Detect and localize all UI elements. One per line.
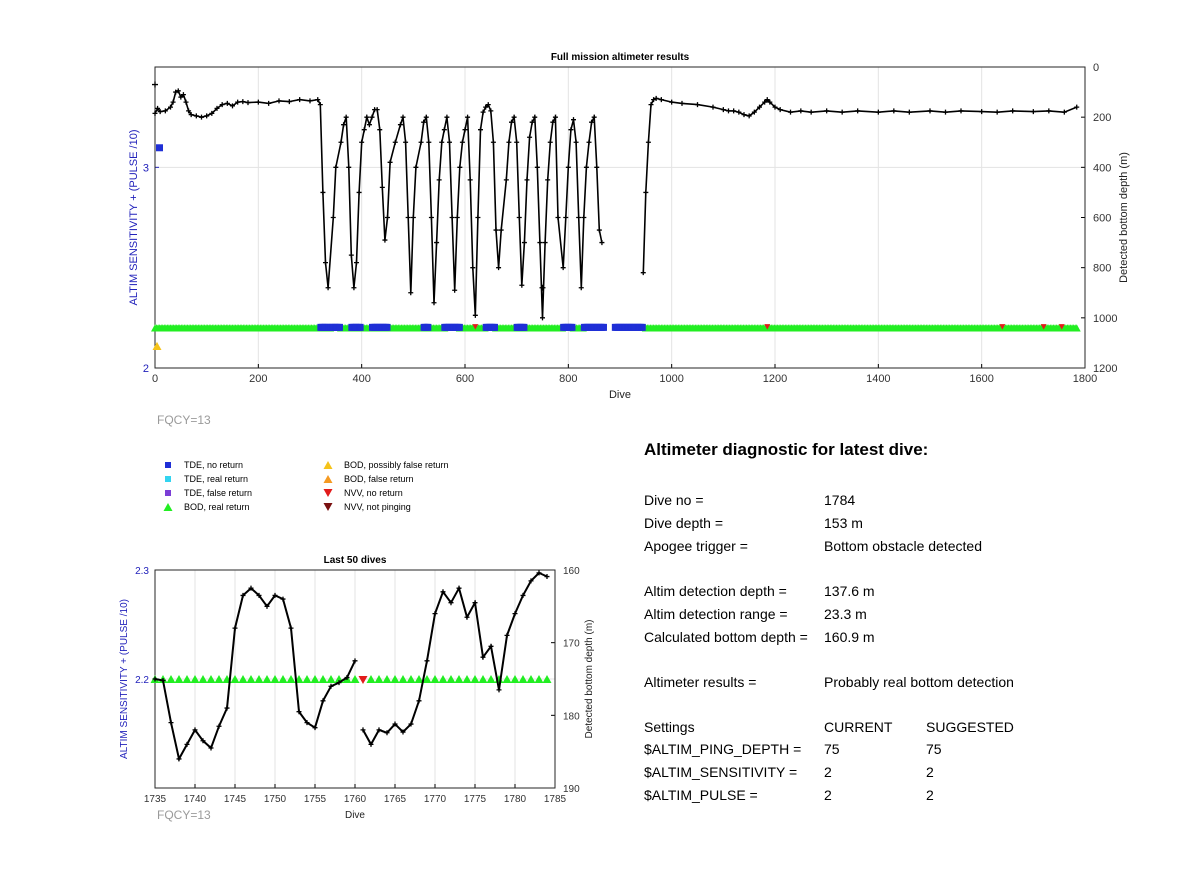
bottom-depth-point [489,644,494,649]
diag-label: Dive no = [644,492,704,508]
x-tick-label: 1750 [263,794,287,805]
bod-real-return-marker [279,675,288,683]
bottom-depth-point [329,684,334,689]
y2-tick-label: 400 [1093,162,1112,175]
y-axis-label: ALTIM SENSITIVITY + (PULSE /10) [119,599,130,759]
bod-real-return-marker [543,675,552,683]
bod-real-return-marker [471,675,480,683]
legend-item [320,486,403,500]
diag-value: 137.6 m [824,583,875,599]
tde-no-return-marker [569,324,575,331]
x-tick-label: 1755 [303,794,327,805]
y2-axis-label: Detected bottom depth (m) [1118,152,1130,283]
legend-marker-svg [162,473,174,485]
diag-value: Bottom obstacle detected [824,538,982,554]
bod-real-return-marker [391,675,400,683]
legend-triangle-marker [324,461,333,469]
bottom-depth-point [321,698,326,703]
legend-marker-icon [160,473,176,485]
y2-tick-label: 170 [563,638,580,650]
bottom-depth-point [233,626,238,631]
bottom-depth-point [473,600,478,605]
tde-no-return-marker [337,324,343,331]
legend-marker-icon [320,487,336,499]
setting-suggested: 75 [926,741,942,757]
setting-current: 2 [824,787,832,803]
bottom-depth-point [481,655,486,660]
legend-label: TDE, real return [184,474,249,484]
bod-real-return-marker [167,675,176,683]
legend-label: BOD, real return [184,502,250,512]
bod-real-return-marker [255,675,264,683]
x-tick-label: 1785 [543,794,567,805]
tde-no-return-marker [492,324,498,331]
diag-label: Dive depth = [644,515,723,531]
altimeter-diagnostic-panel [644,440,1164,803]
legend-marker-svg [322,459,334,471]
fqcy-label-bottom: FQCY=13 [157,808,211,822]
bod-real-return-marker [423,675,432,683]
bottom-depth-line [363,573,547,745]
bottom-depth-point [353,658,358,663]
bottom-depth-point [497,687,502,692]
legend-marker-icon [320,473,336,485]
legend-label: BOD, false return [344,474,414,484]
legend-marker-svg [162,501,174,513]
legend-label: TDE, no return [184,460,244,470]
legend-marker-svg [322,487,334,499]
legend-marker-svg [322,473,334,485]
bod-real-return-marker [327,675,336,683]
bod-real-return-marker [367,675,376,683]
bottom-depth-point [281,597,286,602]
legend-item [320,500,411,514]
bod-real-return-marker [487,675,496,683]
setting-current: 2 [824,764,832,780]
y2-tick-label: 1200 [1093,363,1118,375]
bod-real-return-marker [231,675,240,683]
x-tick-label: 1000 [659,373,684,385]
bottom-depth-point [225,706,230,711]
bod-real-return-marker [455,675,464,683]
bottom-depth-point [449,600,454,605]
bod-real-return-marker [431,675,440,683]
y-tick-label: 2.2 [135,675,149,686]
legend-item [160,486,252,500]
bottom-depth-point [537,570,542,575]
y2-tick-label: 180 [563,711,580,723]
x-tick-label: 600 [455,373,475,385]
x-tick-label: 400 [352,373,371,385]
bottom-depth-point [457,586,462,591]
tde-no-return-marker [385,324,391,331]
bottom-depth-point [545,574,550,579]
bod-real-return-marker [247,675,256,683]
bottom-depth-point [305,720,310,725]
x-tick-label: 1400 [866,373,891,385]
bottom-depth-point [201,738,206,743]
legend-triangle-marker [324,503,333,511]
tde-no-return-marker [358,324,364,331]
plot-area [155,570,555,788]
legend-square-marker [165,462,171,468]
y-tick-label: 3 [142,162,149,175]
bottom-depth-point [289,626,294,631]
x-tick-label: 200 [249,373,268,385]
bottom-depth-point [265,604,270,609]
diag-label: Calculated bottom depth = [644,629,808,645]
x-tick-label: 0 [151,373,159,385]
tde-no-return-marker [601,324,607,331]
bottom-depth-point [521,593,526,598]
y2-tick-label: 600 [1093,212,1112,225]
y-tick-label: 2 [142,363,149,375]
bottom-depth-point [169,720,174,725]
bod-real-return-marker [407,675,416,683]
bottom-depth-point [177,756,182,761]
bod-real-return-marker [191,675,200,683]
setting-current: 75 [824,741,840,757]
chart-title: Full mission altimeter results [550,52,690,63]
bod-real-return-marker [207,675,216,683]
y2-tick-label: 160 [563,566,580,577]
bottom-depth-point [241,593,246,598]
bod-real-return-marker [223,675,232,683]
y2-tick-label: 800 [1093,262,1112,275]
tde-no-return-marker [640,324,646,331]
legend-label: NVV, not pinging [344,502,411,512]
x-tick-label: 1760 [343,794,367,805]
y2-tick-label: 200 [1093,112,1112,125]
legend-item [320,472,414,486]
setting-label: $ALTIM_SENSITIVITY = [644,764,798,780]
legend-marker-svg [162,487,174,499]
bod-real-return-marker [303,675,312,683]
diag-label: Altimeter results = [644,674,757,690]
bod-real-return-marker [447,675,456,683]
bod-real-return-marker [175,675,184,683]
y2-tick-label: 0 [1093,62,1100,74]
legend-triangle-marker [164,503,173,511]
tde-no-return-marker [521,324,527,331]
bottom-depth-point [441,589,446,594]
bod-real-return-marker [287,675,296,683]
legend-marker-icon [160,459,176,471]
x-tick-label: 1775 [463,794,487,805]
legend-triangle-marker [324,489,333,497]
setting-suggested: 2 [926,787,934,803]
bottom-depth-point [313,725,318,730]
bottom-depth-point [185,742,190,747]
bottom-depth-point [393,722,398,727]
bod-real-return-marker [399,675,408,683]
bottom-depth-point [417,698,422,703]
x-tick-label: 1600 [969,373,994,385]
bottom-depth-point [345,675,350,680]
fqcy-label-top: FQCY=13 [157,413,211,427]
y2-tick-label: 190 [563,784,580,795]
nvv-no-return-marker [359,676,368,684]
legend-marker-icon [160,501,176,513]
setting-label: $ALTIM_PING_DEPTH = [644,741,802,757]
legend-triangle-marker [324,475,333,483]
bod-real-return-marker [343,675,352,683]
settings-header-current: CURRENT [824,719,893,735]
x-tick-label: 1765 [383,794,407,805]
plot-frame [155,570,555,788]
x-tick-label: 1770 [423,794,447,805]
legend-item [160,500,250,514]
diag-value: 160.9 m [824,629,875,645]
tde-no-return-marker [156,144,163,151]
bod-real-return-marker [319,675,328,683]
diag-value: 23.3 m [824,606,867,622]
diag-label: Altim detection depth = [644,583,787,599]
bod-real-return-marker [351,675,360,683]
legend-marker-icon [320,501,336,513]
bod-real-return-marker [439,675,448,683]
diag-value: Probably real bottom detection [824,674,1014,690]
legend-label: TDE, false return [184,488,253,498]
y2-axis-label: Detected bottom depth (m) [584,619,595,739]
bod-real-return-marker [239,675,248,683]
bod-real-return-marker [151,675,160,683]
x-tick-label: 1780 [503,794,527,805]
full-mission-chart [0,0,1200,420]
legend-label: NVV, no return [344,488,403,498]
bottom-depth-point [513,611,518,616]
chart-title: Last 50 dives [323,555,387,566]
legend-square-marker [165,490,171,496]
legend-label: BOD, possibly false return [344,460,449,470]
bottom-depth-line [155,588,355,759]
bottom-depth-point [433,611,438,616]
bottom-depth-point [425,658,430,663]
bod-real-return-marker [463,675,472,683]
bottom-depth-point [209,746,214,751]
bod-real-return-marker [311,675,320,683]
legend-marker-icon [160,487,176,499]
bottom-depth-point [385,730,390,735]
bottom-depth-point [409,722,414,727]
bod-real-return-marker [519,675,528,683]
x-tick-label: 800 [559,373,578,385]
x-tick-label: 1735 [143,794,167,805]
settings-header-suggested: SUGGESTED [926,719,1014,735]
diag-label: Altim detection range = [644,606,788,622]
bottom-depth-point [297,709,302,714]
bod-real-return-marker [295,675,304,683]
bottom-depth-point [249,586,254,591]
diag-value: 1784 [824,492,856,508]
x-tick-label: 1800 [1072,373,1098,385]
bottom-depth-point [153,677,158,682]
bod-real-return-marker [375,675,384,683]
tde-no-return-marker [457,324,463,331]
bottom-depth-point [193,727,198,732]
legend-item [320,458,449,472]
legend-item [160,458,243,472]
bod-real-return-marker [495,675,504,683]
bod-real-return-marker [199,675,208,683]
bottom-depth-point [337,680,342,685]
legend-marker-icon [320,459,336,471]
x-axis-label: Dive [608,389,632,401]
diag-value: 153 m [824,515,863,531]
x-tick-label: 1740 [183,794,207,805]
settings-header-label: Settings [644,719,695,735]
legend-marker-svg [162,459,174,471]
bottom-depth-point [401,730,406,735]
diag-label: Apogee trigger = [644,538,748,554]
bottom-depth-point [217,724,222,729]
legend-item [160,472,248,486]
bottom-depth-point [465,615,470,620]
bottom-depth-point [257,593,262,598]
bod-real-return-marker [183,675,192,683]
bod-real-return-marker [479,675,488,683]
bod-real-return-marker [511,675,520,683]
marker-legend [160,458,520,518]
bottom-depth-point [505,633,510,638]
tde-no-return-marker [425,324,431,331]
bod-real-return-marker [263,675,272,683]
bod-real-return-marker [335,675,344,683]
bod-real-return-marker [215,675,224,683]
x-tick-label: 1745 [223,794,247,805]
bottom-depth-point [377,727,382,732]
legend-marker-svg [322,501,334,513]
y2-tick-label: 1000 [1093,312,1118,325]
bottom-depth-point [273,593,278,598]
bottom-depth-point [529,578,534,583]
bod-real-return-marker [415,675,424,683]
bod-real-return-marker [271,675,280,683]
y-tick-label: 2.3 [135,566,149,577]
bottom-depth-point [369,742,374,747]
diagnostic-title: Altimeter diagnostic for latest dive: [644,440,929,459]
bottom-depth-point [361,727,366,732]
y-axis-label: ALTIM SENSITIVITY + (PULSE /10) [128,129,140,306]
bod-real-return-marker [503,675,512,683]
x-tick-label: 1200 [762,373,788,385]
bottom-depth-point [161,678,166,683]
bod-real-return-marker [527,675,536,683]
setting-label: $ALTIM_PULSE = [644,787,758,803]
bod-real-return-marker [159,675,168,683]
bod-real-return-marker [383,675,392,683]
x-axis-label: Dive [344,810,366,821]
legend-square-marker [165,476,171,482]
setting-suggested: 2 [926,764,934,780]
bod-real-return-marker [535,675,544,683]
